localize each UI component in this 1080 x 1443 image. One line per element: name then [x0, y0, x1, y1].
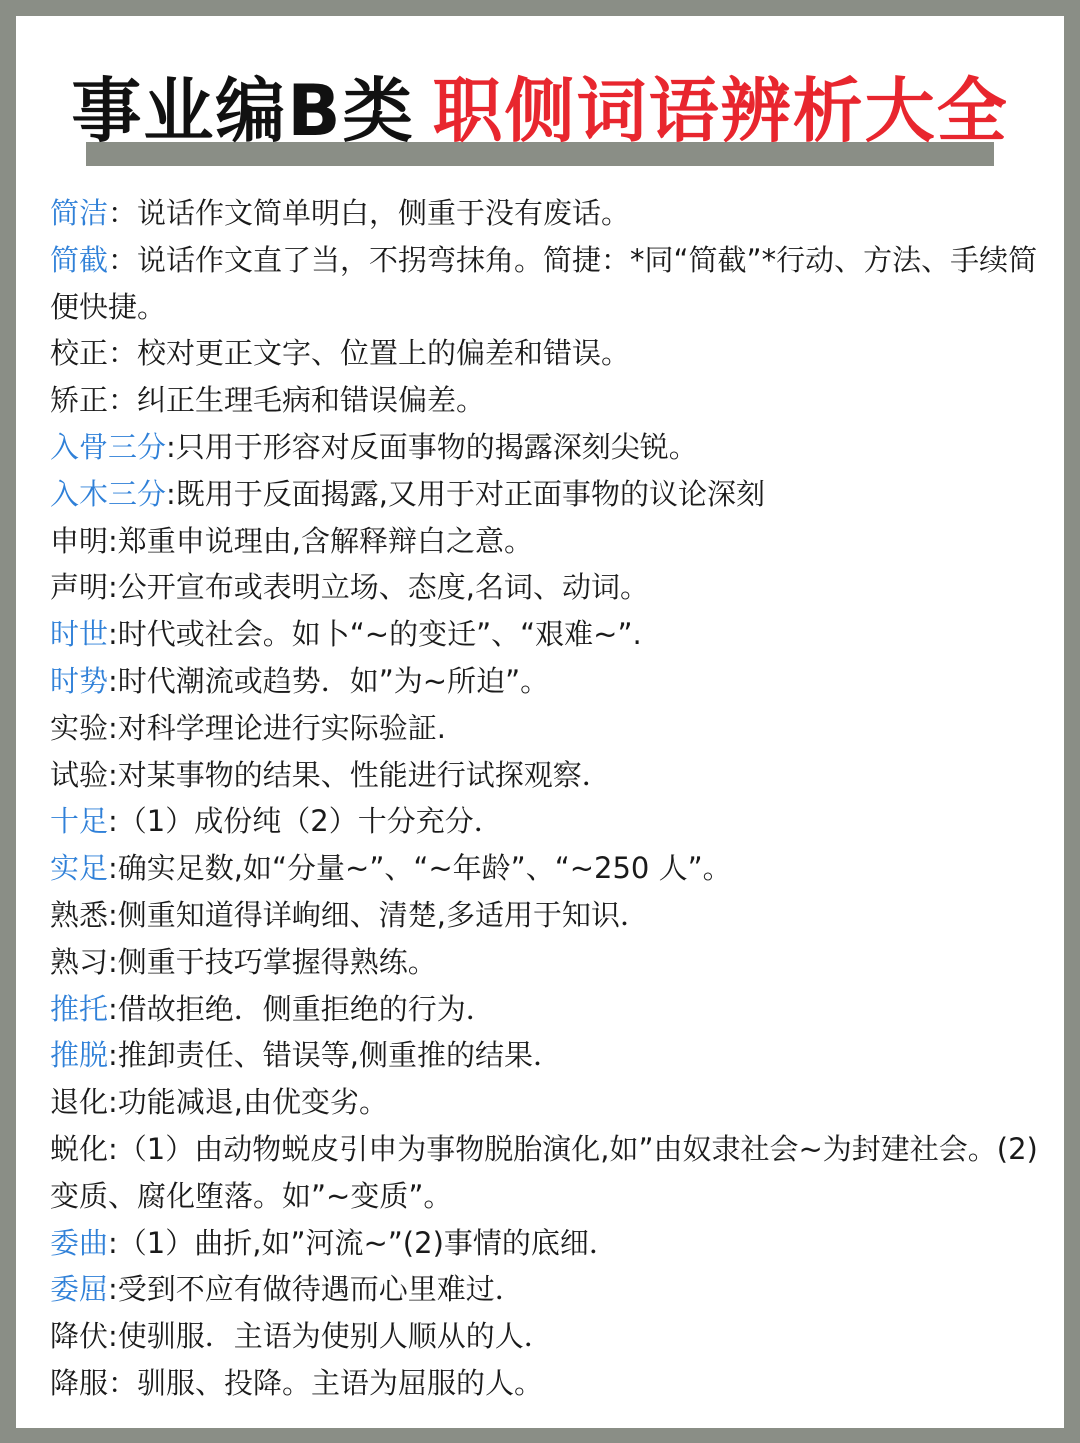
entry-term: 熟悉 — [50, 897, 109, 932]
entry-definition: :既用于反面揭露,又用于对正面事物的议论深刻 — [166, 476, 766, 511]
entry-term: 蜕化 — [50, 1131, 109, 1166]
entry-item — [50, 705, 1040, 752]
entry-item — [50, 564, 1040, 611]
entry-term: 入骨三分 — [50, 429, 167, 464]
entry-item — [50, 1360, 1040, 1407]
entry-item — [50, 892, 1040, 939]
entry-definition: ：驯服、投降。主语为屈服的人。 — [108, 1365, 544, 1400]
title-red-part: 职侧词语辨析大全 — [432, 70, 1009, 152]
entry-term: 矫正 — [50, 383, 109, 418]
entry-term: 十足 — [50, 804, 109, 839]
entry-item — [50, 1079, 1040, 1126]
entry-definition: ：说话作文简单明白，侧重于没有废话。 — [108, 196, 631, 230]
entry-term: 委屈 — [50, 1272, 109, 1307]
entry-item — [50, 330, 1040, 377]
entry-definition: :侧重知道得详峋细、清楚,多适用于知识． — [108, 897, 650, 932]
entry-definition: :对科学理论进行实际验証. — [108, 710, 447, 745]
page-title — [16, 66, 1064, 156]
entry-definition: :（1）成份纯（2）十分充分． — [108, 804, 503, 839]
entry-definition: :只用于形容对反面事物的揭露深刻尖锐。 — [166, 429, 698, 464]
entry-item — [50, 939, 1040, 986]
entry-term: 申明 — [50, 523, 109, 558]
entry-term: 推托 — [50, 991, 109, 1026]
entry-definition: :功能减退,由优变劣。 — [108, 1085, 389, 1120]
entry-term: 简截 — [50, 242, 109, 277]
entry-item — [50, 1032, 1040, 1079]
entry-definition: :侧重于技巧掌握得熟练。 — [108, 944, 437, 979]
entry-term: 试验 — [50, 757, 109, 792]
entry-definition: :推卸责任、错误等,侧重推的结果． — [108, 1038, 563, 1073]
entry-item — [50, 471, 1040, 518]
entry-item — [50, 237, 1040, 331]
document-page — [16, 16, 1064, 1428]
entry-item — [50, 752, 1040, 799]
entry-item — [50, 986, 1040, 1033]
entry-item — [50, 518, 1040, 565]
entry-term: 降服 — [50, 1365, 109, 1400]
entry-item — [50, 611, 1040, 658]
entry-definition: :郑重申说理由,含解释辩白之意。 — [108, 523, 534, 558]
entry-definition: :时代潮流或趋势．如”为~所迫”。 — [108, 663, 550, 698]
entry-term: 降伏 — [50, 1319, 109, 1354]
entry-term: 熟习 — [50, 944, 109, 979]
entry-definition: :时代或社会。如卜“~的变迁”、“艰难~”. — [108, 617, 642, 652]
entry-term: 时势 — [50, 663, 109, 698]
entry-term: 声明 — [50, 570, 109, 605]
entry-item — [50, 190, 1040, 237]
entry-definition: ：校对更正文字、位置上的偏差和错误。 — [108, 336, 631, 371]
entry-item — [50, 845, 1040, 892]
entry-item — [50, 798, 1040, 845]
entry-item — [50, 377, 1040, 424]
entry-term: 实验 — [50, 710, 109, 745]
entry-definition: :（1）曲折,如”河流~”(2)事情的底细． — [108, 1225, 618, 1260]
entry-item — [50, 1126, 1040, 1220]
entry-term: 简洁 — [50, 196, 109, 230]
entry-term: 推脱 — [50, 1038, 109, 1073]
entry-term: 校正 — [50, 336, 109, 371]
entry-term: 入木三分 — [50, 476, 167, 511]
entry-definition: ：纠正生理毛病和错误偏差。 — [108, 383, 486, 418]
entry-item — [50, 1220, 1040, 1267]
entry-term: 时世 — [50, 617, 109, 652]
entry-definition: :受到不应有做待遇而心里难过． — [108, 1272, 524, 1307]
entry-definition: :确实足数,如“分量~”、“~年龄”、“~250 人”。 — [108, 851, 732, 886]
entry-list — [50, 190, 1040, 1407]
entry-definition: :（1）由动物蜕皮引申为事物脱胎演化,如”由奴隶社会~为封建社会。(2)变质、腐化堕落。如”~变质”。 — [50, 1131, 1038, 1213]
entry-item — [50, 1266, 1040, 1313]
entry-item — [50, 1313, 1040, 1360]
entry-item — [50, 424, 1040, 471]
entry-definition: :对某事物的结果、性能进行试探观察． — [108, 757, 611, 792]
entry-definition: :公开宣布或表明立场、态度,名词、动词。 — [108, 570, 650, 605]
entry-term: 实足 — [50, 851, 109, 886]
entry-definition: :使驯服．主语为使别人顺从的人． — [108, 1319, 553, 1354]
entry-term: 委曲 — [50, 1225, 109, 1260]
title-black-part: 事业编B类 — [71, 70, 415, 152]
entry-item — [50, 658, 1040, 705]
entry-definition: ：说话作文直了当，不拐弯抹角。简捷：*同“简截”*行动、方法、手续简便快捷。 — [50, 242, 1038, 324]
entry-term: 退化 — [50, 1085, 109, 1120]
entry-definition: :借故拒绝．侧重拒绝的行为． — [108, 991, 495, 1026]
